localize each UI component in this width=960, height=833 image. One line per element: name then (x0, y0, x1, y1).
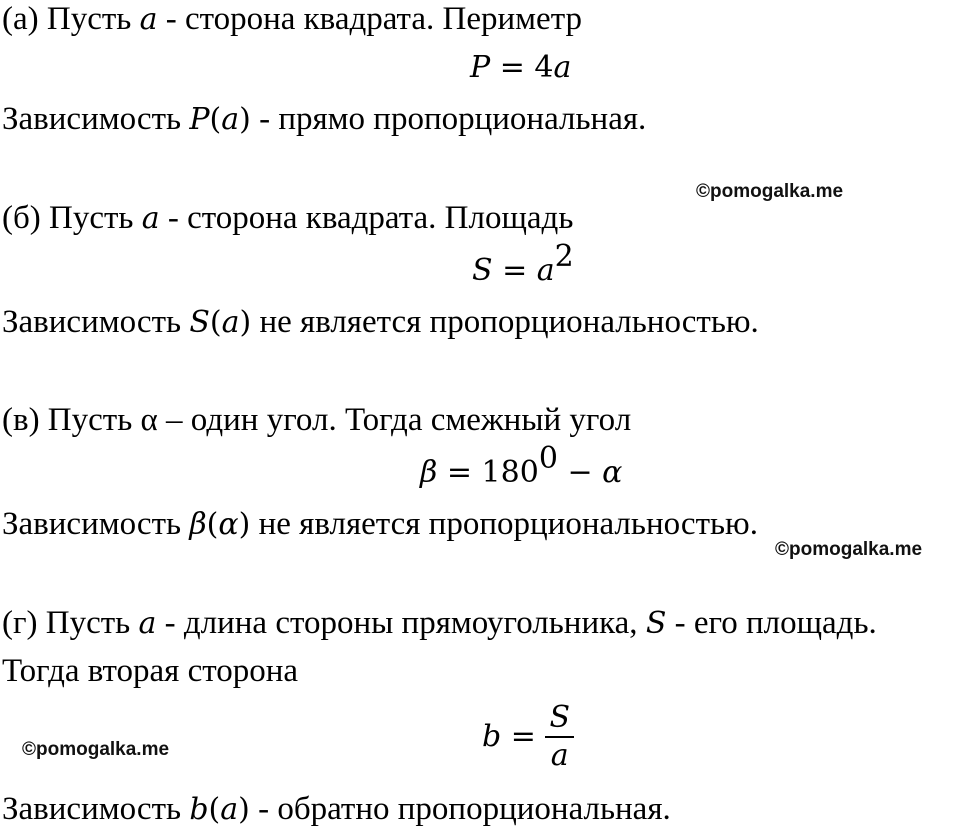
part-b-intro-prefix: (б) Пусть (2, 200, 142, 236)
part-g-intro-var: a (138, 606, 157, 641)
part-b-intro (2, 199, 573, 238)
part-g-dep-prefix: Зависимость (2, 791, 190, 827)
part-g-dep-func: b (189, 792, 209, 827)
part-a-dependence (2, 100, 646, 139)
part-g-intro-var2: S (645, 606, 667, 641)
part-b-formula-lhs: S (472, 253, 493, 288)
part-b-formula-eq: = (492, 253, 537, 288)
part-g-dep-close: ) (238, 792, 250, 827)
part-b-formula-exp: 2 (554, 239, 574, 274)
part-v-formula-minus: − (557, 455, 603, 490)
part-v-formula (420, 441, 623, 493)
part-g-fraction (545, 700, 574, 774)
part-b-intro-suffix: - сторона квадрата. Площадь (159, 200, 574, 236)
part-b-formula-var: a (536, 253, 555, 288)
part-v-formula-var: α (602, 455, 623, 490)
part-a-dep-suffix: - прямо пропорциональная. (250, 101, 647, 137)
part-g-fraction-numerator: S (549, 700, 570, 735)
part-b-formula (472, 239, 574, 291)
watermark-2: ©pomogalka.me (775, 539, 923, 560)
part-g-intro-mid: - длина стороны прямоугольника, (156, 605, 646, 641)
part-g-fraction-denominator: a (550, 738, 569, 773)
part-b-dep-suffix: не является пропорциональностью. (251, 304, 759, 340)
part-g-formula-lhs: b (482, 719, 502, 754)
part-b-dep-prefix: Зависимость (2, 304, 190, 340)
part-a-dep-arg: a (221, 102, 240, 137)
part-g-dep-open: ( (208, 792, 221, 827)
part-g-formula-eq: = (501, 719, 546, 754)
part-g-formula (482, 700, 574, 774)
part-a-formula-eq: = 4 (490, 50, 554, 85)
part-v-dep-func: β (189, 507, 207, 542)
part-v-dep-open: ( (206, 507, 219, 542)
part-v-formula-eq: = 180 (437, 455, 539, 490)
part-a-formula-lhs: P (470, 50, 491, 85)
part-v-dep-arg: α (218, 507, 239, 542)
watermark-3: ©pomogalka.me (22, 739, 170, 760)
part-g-dep-suffix: - обратно пропорциональная. (249, 791, 671, 827)
part-a-formula (470, 46, 571, 88)
part-a-dep-open: ( (209, 102, 222, 137)
part-v-formula-exp: 0 (538, 441, 558, 476)
part-v-dependence (2, 505, 758, 544)
part-a-dep-prefix: Зависимость (2, 101, 190, 137)
part-b-intro-var: a (141, 201, 160, 236)
part-a-intro-prefix: (а) Пусть (2, 1, 140, 37)
part-b-dependence (2, 303, 759, 342)
part-a-dep-func: P (189, 102, 210, 137)
part-b-dep-close: ) (239, 305, 252, 340)
part-a-dep-close: ) (239, 102, 251, 137)
part-b-dep-arg: a (221, 305, 240, 340)
part-b-dep-open: ( (209, 305, 222, 340)
part-v-formula-lhs: β (420, 455, 438, 490)
part-g-intro-line2: Тогда вторая сторона (2, 653, 299, 689)
part-g-dep-arg: a (220, 792, 239, 827)
part-v-dep-suffix: не является пропорциональностью. (250, 506, 758, 542)
part-b-dep-func: S (189, 305, 210, 340)
part-v-intro: (в) Пусть α – один угол. Тогда смежный угол (2, 402, 632, 438)
watermark-1: ©pomogalka.me (696, 181, 844, 202)
part-a-intro-suffix: - сторона квадрата. Периметр (157, 1, 583, 37)
part-a-formula-var: a (553, 50, 572, 85)
part-a-intro-var: a (139, 2, 158, 37)
part-v-dep-prefix: Зависимость (2, 506, 190, 542)
part-a-intro (2, 0, 582, 39)
part-v-dep-close: ) (238, 507, 251, 542)
part-g-intro (2, 604, 877, 643)
part-g-intro-prefix: (г) Пусть (2, 605, 139, 641)
part-g-intro-suffix: - его площадь. (666, 605, 877, 641)
part-g-dependence (2, 790, 671, 829)
